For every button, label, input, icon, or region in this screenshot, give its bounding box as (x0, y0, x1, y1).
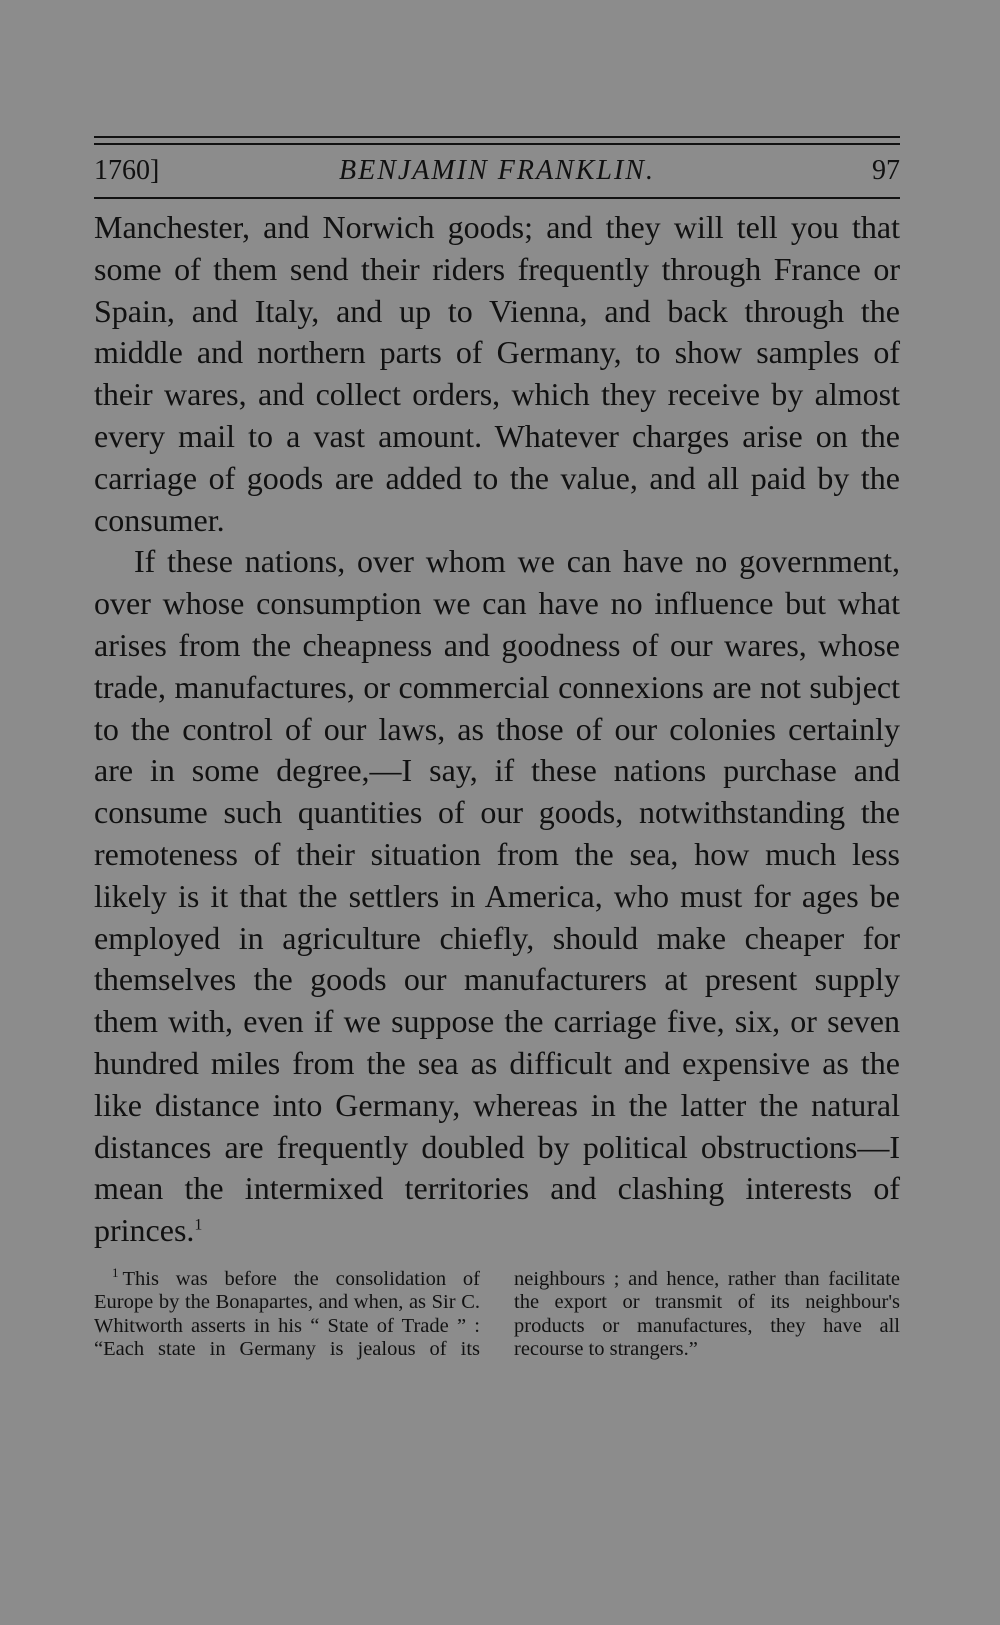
header-year: 1760] (94, 155, 160, 186)
header-title: BENJAMIN FRANKLIN. (339, 155, 655, 186)
paragraph-1: Manchester, and Norwich goods; and they will tell you that some of them send their riders frequently through France or Spain, and Italy, and up to Vienna, and back through the middle and northern parts of Germany, to show samples of their wares, and collect orders, which they receive by almost every mail to a vast amount. Whatever charges arise on the carriage of goods are added to the value, and all paid by the consumer. (94, 209, 900, 538)
footnote-1 (94, 1265, 900, 1362)
top-double-rule (94, 136, 900, 145)
footnote-mark: 1 (112, 1265, 119, 1281)
book-page (94, 136, 900, 1362)
running-header (94, 145, 900, 197)
header-rule (94, 197, 900, 199)
page-number: 97 (872, 155, 900, 186)
footnote-text: This was before the consolidation of Europe by the Bonapartes, and when, as Sir C. Whitworth asserts in his “ State of Trade ” : “Each state in Germany is jealous of its neighbours ; and hence, rather than facilitate the export or transmit of its neighbour's products or manufactures, they have all recourse to strangers.” (94, 1267, 900, 1361)
paragraph-2 (94, 541, 900, 1252)
body-text (94, 207, 900, 1252)
paragraph-2-text: If these nations, over whom we can have no government, over whose consumption we can have no influence but what arises from the cheapness and goodness of our wares, whose trade, manufactures, or commercial connexions are not subject to the control of our laws, as those of our colonies certainly are in some degree,—I say, if these nations purchase and consume such quantities of our goods, notwithstanding the remoteness of their situation from the sea, how much less likely is it that the settlers in America, who must for ages be employed in agriculture chiefly, should make cheaper for themselves the goods our manufacturers at present supply them with, even if we suppose the carriage five, six, or seven hundred miles from the sea as difficult and expensive as the like distance into Germany, whereas in the latter the natural distances are frequently doubled by political obstructions—I mean the intermixed territories and clashing interests of princes. (94, 543, 900, 1249)
footnote-reference: 1 (194, 1216, 203, 1234)
footnote-section (94, 1265, 900, 1362)
